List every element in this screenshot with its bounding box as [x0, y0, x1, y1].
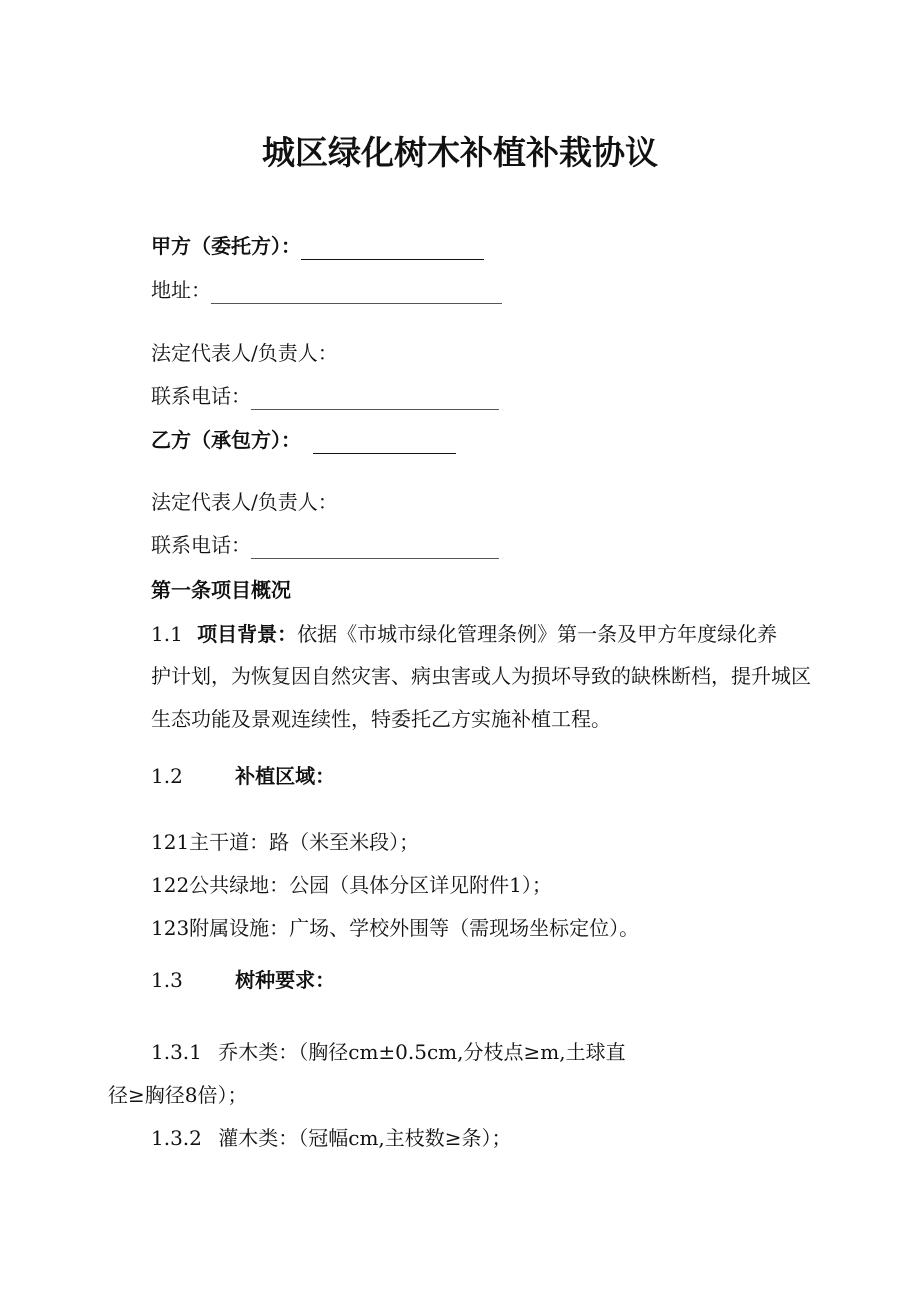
section-1-1-text-1: 依据《市城市绿化管理条例》第一条及甲方年度绿化养 [297, 622, 778, 646]
party-b-phone-line [151, 531, 499, 559]
party-b-phone-label: 联系电话： [151, 533, 251, 557]
section-1-3-1-num: 1.3.1 [151, 1040, 202, 1064]
party-b-blank [313, 433, 456, 454]
party-a-rep-line [151, 339, 338, 367]
document-title: 城区绿化树木补植补栽协议 [262, 133, 658, 172]
section-1-2-2: 122公共绿地：公园（具体分区详见附件1）； [151, 873, 552, 897]
party-a-label: 甲方（委托方）： [151, 234, 301, 258]
party-b-label: 乙方（承包方）： [151, 428, 301, 452]
party-a-address-line [151, 276, 502, 304]
section-1-3-2-text: 灌木类：（冠幅cm,主枝数≥条）； [218, 1126, 512, 1150]
party-a-phone-blank [251, 389, 499, 410]
section-1-2-1: 121主干道：路（米至米段）； [151, 830, 420, 854]
party-a-address-label: 地址： [151, 278, 211, 302]
section-1-2-num: 1.2 [151, 764, 183, 788]
section-1-1-line1 [151, 620, 777, 648]
section-1-3-1-text-1: 乔木类：（胸径cm±0.5cm,分枝点≥m,土球直 [218, 1040, 626, 1064]
party-b-phone-blank [251, 538, 499, 559]
party-b-rep-line [151, 488, 338, 516]
section-1-3-1-line2: 径≥胸径8倍）； [108, 1083, 248, 1107]
party-a-phone-label: 联系电话： [151, 384, 251, 408]
party-a-line [151, 232, 484, 260]
section-1-1-line2: 护计划，为恢复因自然灾害、病虫害或人为损坏导致的缺株断档，提升城区 [151, 664, 811, 688]
section-1-3-1-line1 [151, 1038, 626, 1066]
section-1-3-line [151, 966, 335, 994]
article1-heading: 第一条项目概况 [151, 578, 291, 602]
party-a-phone-line [151, 382, 499, 410]
section-1-1-line3: 生态功能及景观连续性，特委托乙方实施补植工程。 [151, 707, 611, 731]
section-1-2-line [151, 762, 335, 790]
section-1-3-title: 树种要求： [235, 968, 336, 992]
section-1-2-title: 补植区域： [235, 764, 336, 788]
party-b-line [151, 426, 456, 454]
section-1-2-3: 123附属设施：广场、学校外围等（需现场坐标定位）。 [151, 916, 640, 940]
section-1-1-num: 1.1 [151, 622, 183, 646]
party-a-blank [301, 239, 484, 260]
section-1-3-2-num: 1.3.2 [151, 1126, 202, 1150]
section-1-3-2-line [151, 1124, 512, 1152]
party-a-address-blank [211, 283, 502, 304]
party-a-rep-label: 法定代表人/负责人： [151, 341, 338, 365]
party-b-rep-label: 法定代表人/负责人： [151, 490, 338, 514]
section-1-3-num: 1.3 [151, 968, 183, 992]
section-1-1-title: 项目背景： [197, 622, 298, 646]
